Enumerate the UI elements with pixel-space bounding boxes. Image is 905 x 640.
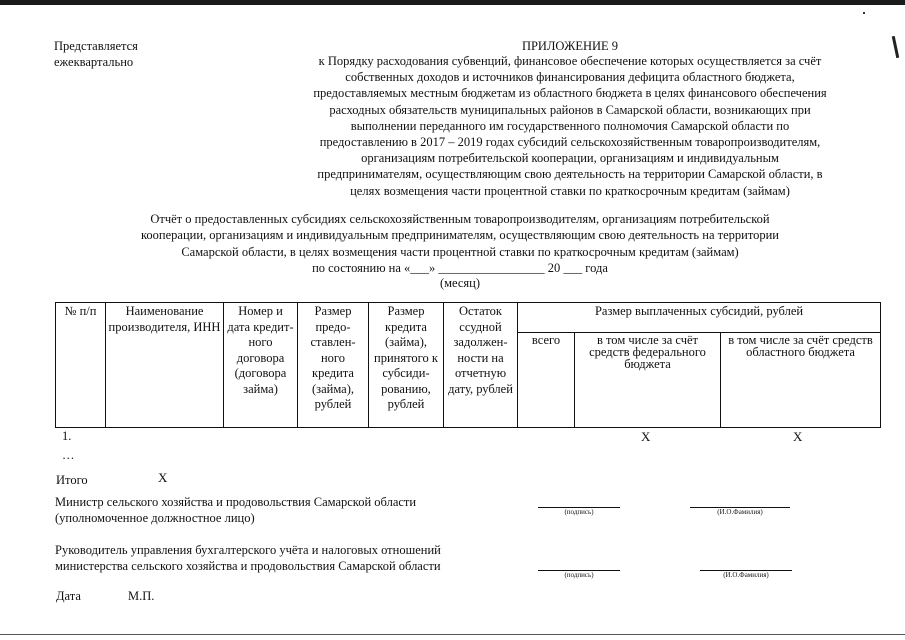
head-title-line: министерства сельского хозяйства и продовольствия Самарской области [55,559,441,573]
header-accepted-loan: Размер кредита (займа), принятого к субсиди-рованию, рублей [369,303,444,428]
head-name-caption: (И.О.Фамилия) [723,571,769,579]
header-total: всего [518,333,575,428]
appendix-line: выполнении переданного им государственного полномочия Самарской области по [350,118,790,133]
header-producer-name: Наименование производителя, ИНН [106,303,224,428]
appendix-line: расходных обязательств муниципальных районов в Самарской области, возникающих при [329,102,811,117]
report-title-line: Самарской области, в целях возмещения части процентной ставки по краткосрочным кредитам (займам) [181,244,739,259]
minister-signature-block [55,494,416,526]
head-signature-caption: (подпись) [564,571,594,579]
report-date-line: по состоянию на «___» _________________ 20 ___ года [312,261,608,275]
minister-signature-caption: (подпись) [564,508,594,516]
submission-frequency-note [54,38,138,70]
appendix-title: ПРИЛОЖЕНИЕ 9 [521,39,619,53]
stamp-label: М.П. [128,589,155,603]
appendix-line: предоставляемых местным бюджетам из областного бюджета в целях финансового обеспечения [313,86,827,101]
regional-x-mark: X [793,429,803,444]
scan-dust-dot [863,12,865,14]
head-title-line: Руководитель управления бухгалтерского учёта и налоговых отношений [55,543,441,557]
note-line: ежеквартально [54,55,134,69]
accountant-signature-block [55,542,441,574]
report-title-line: кооперации, организациям и индивидуальным предпринимателям, осуществляющим свою деятельность на территории [140,228,779,243]
appendix-line: предоставлению в 2017 – 2019 годах субсидий сельскохозяйственным товаропроизводителям, [319,135,821,150]
month-caption: (месяц) [439,276,481,290]
scan-top-border [0,0,905,5]
minister-name-caption: (И.О.Фамилия) [717,508,763,516]
appendix-line: к Порядку расходования субвенций, финансовое обеспечение которых осуществляется за счёт [318,54,822,68]
minister-title-line: (уполномоченное должностное лицо) [55,511,255,525]
report-title-line: Отчёт о предоставленных субсидиях сельскохозяйственным товаропроизводителям, организациям потребительской [150,212,770,226]
header-federal-budget: в том числе за счёт средств федерального бюджета [575,333,721,428]
header-number: № п/п [56,303,106,428]
appendix-line: предпринимателям, осуществляющим свою деятельность на территории Самарской области, в [317,167,823,182]
appendix-line: целях возмещения части процентной ставки по краткосрочным кредитам (займам) [350,183,790,198]
appendix-line: организациям потребительской кооперации, организациям и индивидуальным [361,151,779,166]
header-remaining-debt: Остаток ссудной задолжен-ности на отчетную дату, рублей [444,303,518,428]
scan-edge-mark [892,36,900,58]
report-title [60,211,860,260]
header-loan-size: Размер предо-ставлен-ного кредита (займа), рублей [298,303,369,428]
date-label: Дата [56,589,81,603]
header-contract: Номер и дата кредит-ного договора (договора займа) [224,303,298,428]
federal-x-mark: X [641,429,651,444]
header-paid-subsidies: Размер выплаченных субсидий, рублей [518,303,881,333]
note-line: Представляется [54,39,138,53]
table-header-row [56,303,881,333]
minister-title-line: Министр сельского хозяйства и продовольствия Самарской области [55,495,417,509]
subsidy-table [55,302,881,428]
appendix-description [270,53,870,199]
header-regional-budget: в том числе за счёт средств областного бюджета [721,333,881,428]
appendix-line: собственных доходов и источников финансирования дефицита областного бюджета, [345,70,795,85]
rows-ellipsis: … [62,448,75,462]
row-number: 1. [62,429,72,443]
total-x-mark: X [158,470,168,485]
scan-bottom-line [0,634,905,635]
total-label: Итого [56,473,88,487]
